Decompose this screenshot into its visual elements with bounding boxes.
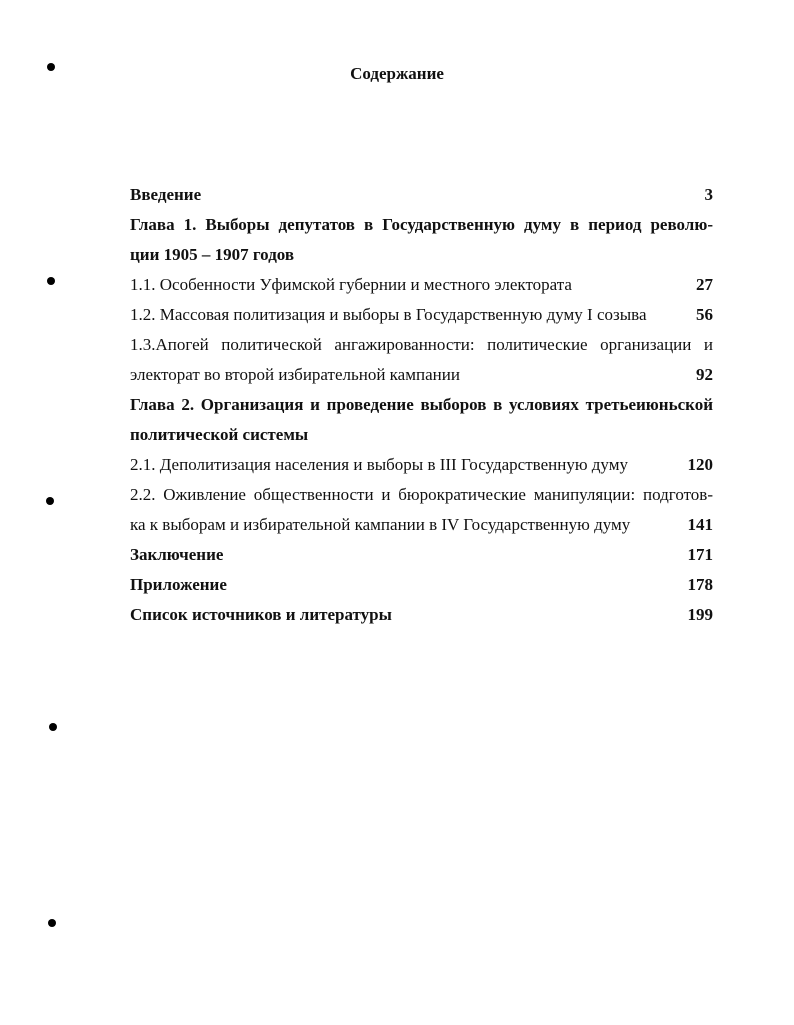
toc-entry-page: 27 [696, 275, 713, 294]
toc-entry-chapter-2 [130, 390, 713, 420]
toc-entry-section-2-2 [130, 480, 713, 510]
toc-entry-label: 2.1. Деполитизация населения и выборы в III Государственную думу [130, 455, 628, 474]
toc-entry-label: 2.2. Оживление общественности и бюрократические манипуляции: подготов- [130, 485, 713, 504]
toc-entry-label: ка к выборам и избирательной кампании в IV Государственную думу [130, 515, 631, 534]
toc-entry-label: электорат во второй избирательной кампании [130, 365, 460, 384]
toc-entry-label: Введение [130, 185, 202, 204]
toc-entry-page: 199 [687, 605, 713, 624]
toc-entry-label: Приложение [130, 575, 227, 594]
toc-entry-section-2-2-cont [130, 510, 713, 540]
binding-hole-mark [47, 277, 55, 285]
toc-entry-section-1-1 [130, 270, 713, 300]
binding-hole-mark [48, 919, 56, 927]
toc-entry-section-1-2 [130, 300, 713, 330]
binding-hole-mark [46, 497, 54, 505]
table-of-contents [130, 180, 713, 630]
toc-entry-chapter-1-cont [130, 240, 713, 270]
toc-entry-appendix [130, 570, 713, 600]
toc-entry-section-1-3 [130, 330, 713, 360]
toc-entry-page: 141 [687, 515, 713, 534]
toc-entry-label: 1.3.Апогей политической ангажированности: политические организации и [130, 335, 713, 354]
toc-entry-sources [130, 600, 713, 630]
toc-entry-label: 1.1. Особенности Уфимской губернии и местного электората [130, 275, 572, 294]
toc-entry-conclusion [130, 540, 713, 570]
toc-entry-page: 178 [687, 575, 713, 594]
toc-entry-label: политической системы [130, 425, 309, 444]
toc-entry-label: Заключение [130, 545, 224, 564]
toc-entry-page: 120 [687, 455, 713, 474]
toc-entry-label: Глава 2. Организация и проведение выборов в условиях третьеиюньской [130, 395, 713, 414]
toc-entry-label: Список источников и литературы [130, 605, 392, 624]
toc-entry-section-2-1 [130, 450, 713, 480]
toc-entry-label: 1.2. Массовая политизация и выборы в Государственную думу I созыва [130, 305, 647, 324]
page-title: Содержание [350, 64, 444, 83]
binding-hole-mark [49, 723, 57, 731]
toc-entry-chapter-1 [130, 210, 713, 240]
toc-entry-page: 92 [696, 365, 713, 384]
toc-entry-label: ции 1905 – 1907 годов [130, 245, 295, 264]
toc-entry-page: 3 [704, 185, 713, 204]
toc-entry-page: 56 [696, 305, 713, 324]
toc-entry-chapter-2-cont [130, 420, 713, 450]
toc-entry-intro [130, 180, 713, 210]
toc-entry-page: 171 [687, 545, 713, 564]
toc-entry-section-1-3-cont [130, 360, 713, 390]
toc-entry-label: Глава 1. Выборы депутатов в Государственную думу в период револю- [130, 215, 713, 234]
